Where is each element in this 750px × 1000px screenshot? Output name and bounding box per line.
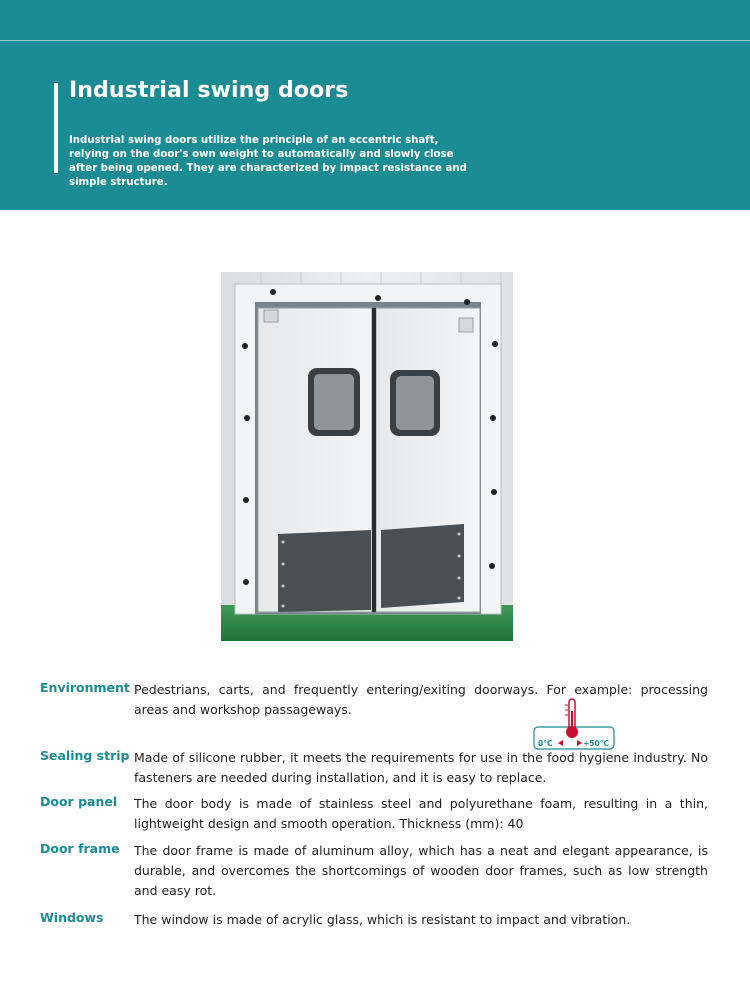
spec-text: Pedestrians, carts, and frequently entering/exiting doorways. For example: processing areas and workshop passageways. <box>134 682 708 717</box>
spec-label: Sealing strip <box>40 748 130 763</box>
header-banner <box>0 0 750 210</box>
spec-label: Door panel <box>40 794 118 809</box>
temperature-high-label: +50°C <box>583 739 609 748</box>
spec-text: The door frame is made of aluminum alloy, which has a neat and elegant appearance, is durable, and overcomes the shortcomings of wooden door frames, such as low strength and easy rot. <box>134 843 708 898</box>
spec-label: Windows <box>40 910 104 925</box>
spec-label: Door frame <box>40 841 120 856</box>
spec-label: Environment <box>40 680 130 695</box>
temperature-low-label: 0°C <box>538 739 553 748</box>
industrial-swing-door-photo <box>221 272 513 641</box>
door-illustration <box>221 272 513 641</box>
page-description: Industrial swing doors utilize the principle of an eccentric shaft, relying on the door's own weight to automatically and slowly close after being opened. They are characterized by impact resistance and simple structure. <box>69 135 467 188</box>
title-accent-bar <box>54 83 58 173</box>
spec-text: Made of silicone rubber, it meets the requirements for use in the food hygiene industry. No fasteners are needed during installation, and it is easy to replace. <box>134 750 708 785</box>
spec-text: The window is made of acrylic glass, which is resistant to impact and vibration. <box>134 912 631 927</box>
page-title: Industrial swing doors <box>69 78 349 103</box>
header-divider <box>0 40 750 41</box>
spec-text: The door body is made of stainless steel and polyurethane foam, resulting in a thin, lightweight design and smooth operation. Thickness (mm): 40 <box>134 796 708 831</box>
